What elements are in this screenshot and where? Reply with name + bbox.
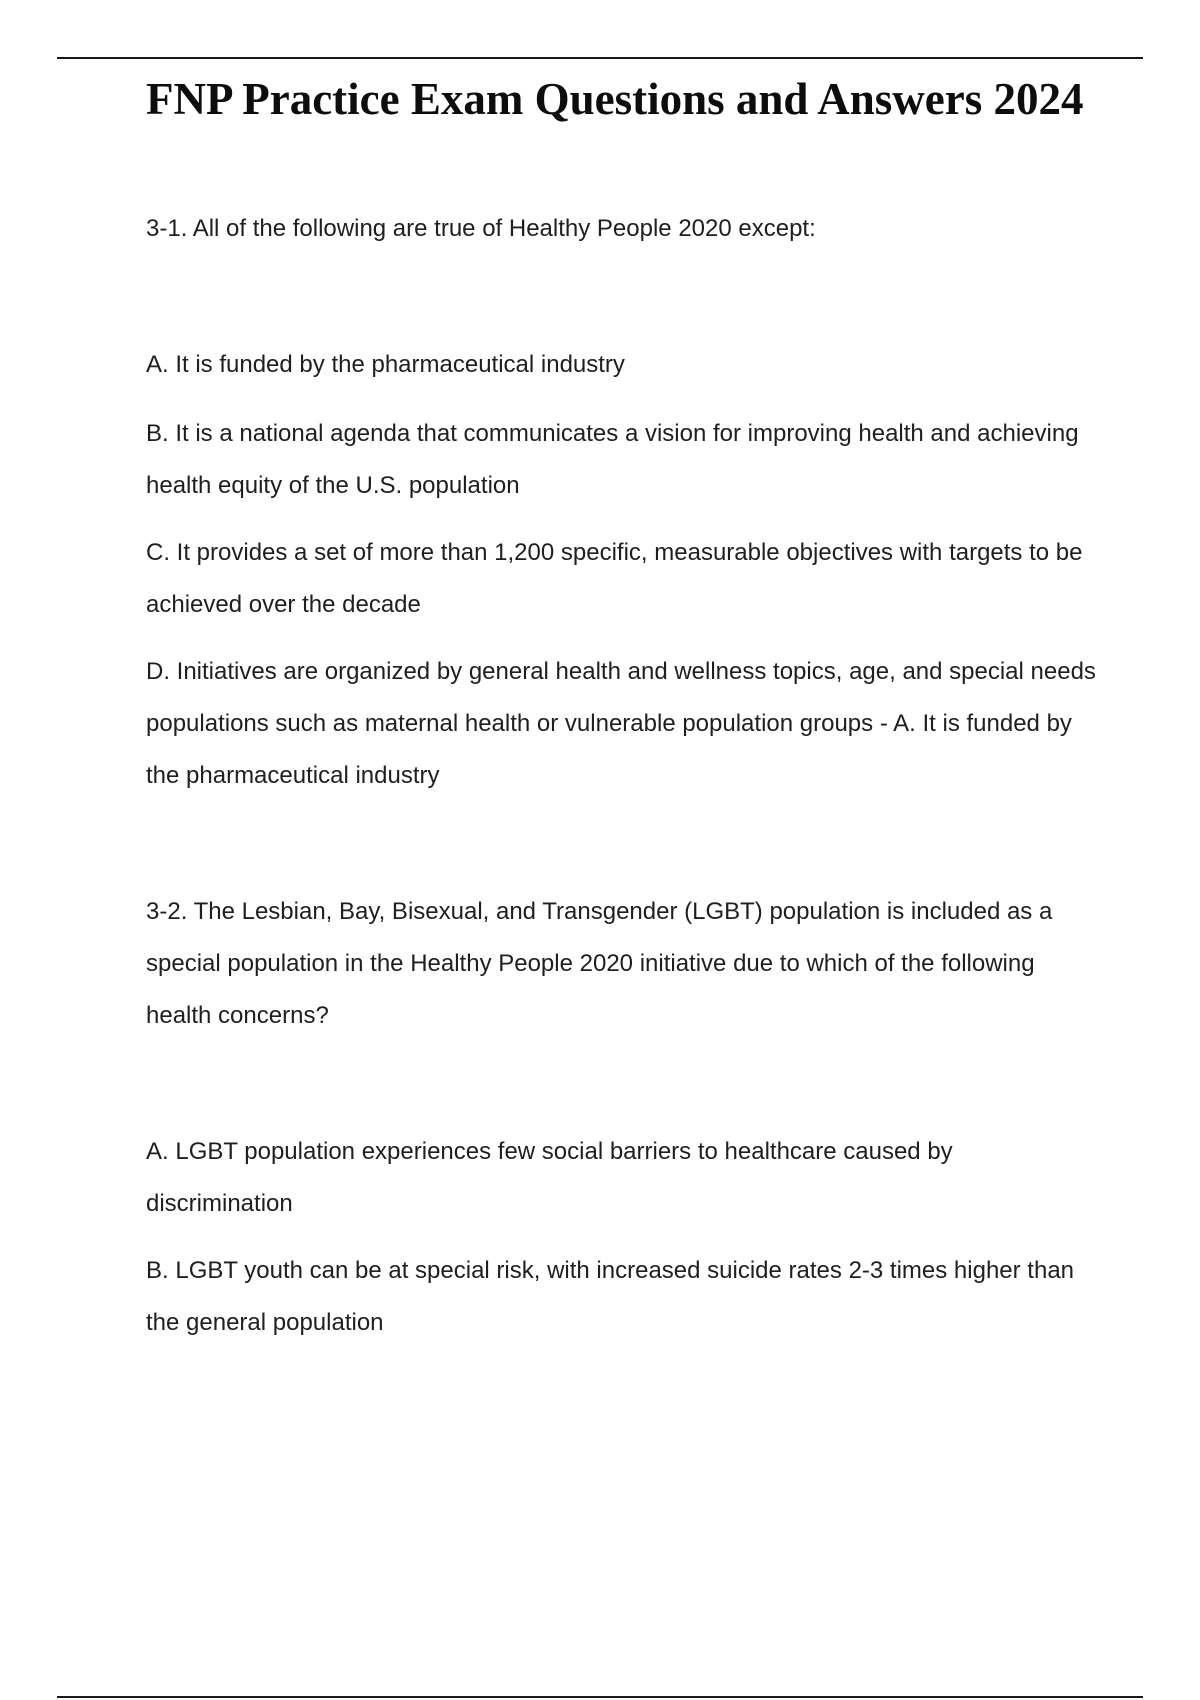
question-1-option-b: B. It is a national agenda that communicates a vision for improving health and achieving health equity of the U.S. population (146, 420, 1079, 499)
document-title: FNP Practice Exam Questions and Answers 2024 (146, 74, 1084, 124)
bottom-rule (57, 1696, 1143, 1698)
question-1-prompt: 3-1. All of the following are true of Healthy People 2020 except: (146, 215, 816, 242)
question-1-option-d: D. Initiatives are organized by general health and wellness topics, age, and special needs populations such as maternal health or vulnerable population groups - A. It is funded by the pharmaceutical industry (146, 658, 1096, 789)
question-1-option-c: C. It provides a set of more than 1,200 specific, measurable objectives with targets to be achieved over the decade (146, 539, 1083, 618)
question-2-prompt: 3-2. The Lesbian, Bay, Bisexual, and Transgender (LGBT) population is included as a special population in the Healthy People 2020 initiative due to which of the following health concerns? (146, 898, 1053, 1029)
question-2-option-b: B. LGBT youth can be at special risk, with increased suicide rates 2-3 times higher than the general population (146, 1257, 1075, 1336)
question-2-option-a: A. LGBT population experiences few social barriers to healthcare caused by discrimination (146, 1138, 953, 1217)
page-header (146, 72, 1106, 127)
question-1-option-a: A. It is funded by the pharmaceutical industry (146, 351, 625, 378)
top-rule (57, 57, 1143, 59)
